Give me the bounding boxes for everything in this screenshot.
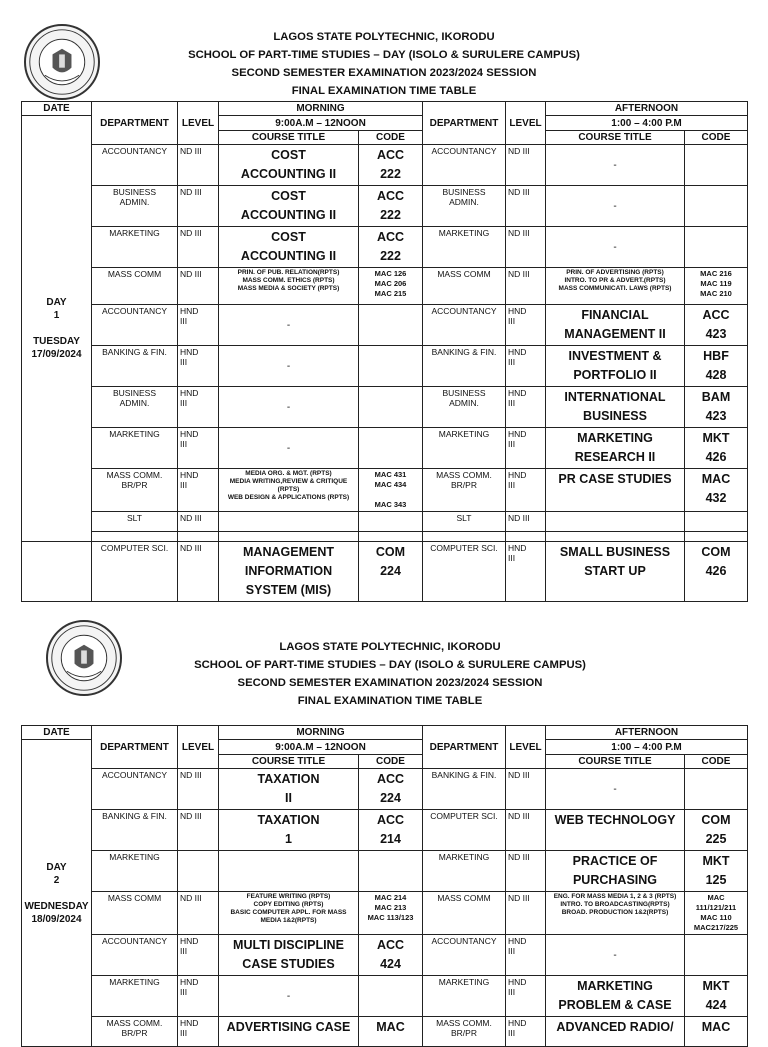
institution-name: LAGOS STATE POLYTECHNIC, IKORODU — [273, 31, 495, 43]
afternoon-course-code — [685, 512, 748, 532]
afternoon-department: MASS COMM — [423, 268, 506, 305]
afternoon-level: ND III — [506, 512, 546, 532]
morning-level: HND III — [178, 346, 219, 387]
morning-level: HND III — [178, 935, 219, 976]
table-row — [22, 186, 748, 227]
afternoon-course-code: MKT 424 — [685, 976, 748, 1017]
morning-course-title: TAXATION II — [219, 769, 359, 810]
morning-department: COMPUTER SCI. — [92, 542, 178, 602]
afternoon-level: HND III — [506, 542, 546, 602]
morning-course-code: MAC 431 MAC 434 MAC 343 — [359, 469, 423, 512]
table-row — [22, 469, 748, 512]
morning-level: ND III — [178, 810, 219, 851]
session-label: SECOND SEMESTER EXAMINATION 2023/2024 SESSION — [237, 677, 543, 689]
table-row — [22, 268, 748, 305]
table-row — [22, 227, 748, 268]
afternoon-course-title: - — [546, 227, 685, 268]
morning-department: MASS COMM — [92, 892, 178, 935]
morning-level: HND III — [178, 469, 219, 512]
morning-level: HND III — [178, 976, 219, 1017]
day-label: DAY 1 TUESDAY 17/09/2024 — [22, 116, 92, 542]
level-header: LEVEL — [178, 102, 219, 145]
morning-department: MARKETING — [92, 227, 178, 268]
department-header: DEPARTMENT — [423, 102, 506, 145]
morning-level: HND III — [178, 1017, 219, 1047]
morning-department: MARKETING — [92, 851, 178, 892]
code-header: CODE — [685, 755, 748, 769]
morning-course-code: ACC 222 — [359, 145, 423, 186]
afternoon-course-code: MAC — [685, 1017, 748, 1047]
afternoon-course-code: BAM 423 — [685, 387, 748, 428]
morning-course-title: TAXATION 1 — [219, 810, 359, 851]
spacer-row — [22, 532, 748, 542]
morning-level: ND III — [178, 542, 219, 602]
morning-level: ND III — [178, 145, 219, 186]
afternoon-header: AFTERNOON — [546, 102, 748, 116]
morning-course-code — [359, 428, 423, 469]
table-row — [22, 346, 748, 387]
afternoon-course-title: MARKETING RESEARCH II — [546, 428, 685, 469]
afternoon-course-title: SMALL BUSINESS START UP — [546, 542, 685, 602]
afternoon-level: HND III — [506, 428, 546, 469]
level-header: LEVEL — [506, 726, 546, 769]
afternoon-department: BANKING & FIN. — [423, 769, 506, 810]
afternoon-level: HND III — [506, 387, 546, 428]
morning-level: ND III — [178, 268, 219, 305]
table-row — [22, 892, 748, 935]
morning-course-code — [359, 976, 423, 1017]
afternoon-level: ND III — [506, 851, 546, 892]
afternoon-course-title: MARKETING PROBLEM & CASE — [546, 976, 685, 1017]
morning-department: MASS COMM. BR/PR — [92, 469, 178, 512]
morning-department: ACCOUNTANCY — [92, 305, 178, 346]
afternoon-course-code: MAC 432 — [685, 469, 748, 512]
morning-department: MARKETING — [92, 428, 178, 469]
code-header: CODE — [685, 131, 748, 145]
afternoon-level: HND III — [506, 305, 546, 346]
morning-department: ACCOUNTANCY — [92, 769, 178, 810]
morning-time: 9:00A.M – 12NOON — [219, 116, 423, 131]
morning-course-title: ADVERTISING CASE — [219, 1017, 359, 1047]
morning-level: HND III — [178, 305, 219, 346]
afternoon-department: MASS COMM. BR/PR — [423, 1017, 506, 1047]
morning-level — [178, 851, 219, 892]
afternoon-level: ND III — [506, 769, 546, 810]
morning-department: MASS COMM. BR/PR — [92, 1017, 178, 1047]
morning-course-code: ACC 222 — [359, 227, 423, 268]
afternoon-course-title: PRIN. OF ADVERTISING (RPTS) INTRO. TO PR & ADVERT.(RPTS) MASS COMMUNICATI. LAWS (RPTS) — [546, 268, 685, 305]
afternoon-department: SLT — [423, 512, 506, 532]
morning-level: HND III — [178, 428, 219, 469]
afternoon-time: 1:00 – 4:00 P.M — [546, 740, 748, 755]
morning-course-title — [219, 851, 359, 892]
morning-department: BUSINESS ADMIN. — [92, 186, 178, 227]
afternoon-course-code: COM 426 — [685, 542, 748, 602]
afternoon-level: ND III — [506, 186, 546, 227]
afternoon-level: ND III — [506, 892, 546, 935]
morning-course-title: FEATURE WRITING (RPTS) COPY EDITING (RPTS) BASIC COMPUTER APPL. FOR MASS MEDIA 1&2(RPTS) — [219, 892, 359, 935]
morning-department: ACCOUNTANCY — [92, 935, 178, 976]
morning-course-title: MULTI DISCIPLINE CASE STUDIES — [219, 935, 359, 976]
table-row — [22, 145, 748, 186]
afternoon-department: BUSINESS ADMIN. — [423, 387, 506, 428]
morning-course-code: ACC 214 — [359, 810, 423, 851]
code-header: CODE — [359, 131, 423, 145]
afternoon-course-code — [685, 186, 748, 227]
morning-course-code: ACC 424 — [359, 935, 423, 976]
afternoon-level: ND III — [506, 227, 546, 268]
afternoon-level: ND III — [506, 268, 546, 305]
morning-header: MORNING — [219, 102, 423, 116]
school-name: SCHOOL OF PART-TIME STUDIES – DAY (ISOLO & SURULERE CAMPUS) — [188, 49, 580, 61]
afternoon-course-title — [546, 512, 685, 532]
afternoon-course-title: WEB TECHNOLOGY — [546, 810, 685, 851]
afternoon-course-code: HBF 428 — [685, 346, 748, 387]
afternoon-course-code — [685, 769, 748, 810]
level-header: LEVEL — [506, 102, 546, 145]
afternoon-course-code: MAC 111/121/211 MAC 110 MAC217/225 — [685, 892, 748, 935]
morning-course-title: MANAGEMENT INFORMATION SYSTEM (MIS) — [219, 542, 359, 602]
afternoon-course-code: ACC 423 — [685, 305, 748, 346]
morning-level: ND III — [178, 892, 219, 935]
afternoon-course-title: - — [546, 186, 685, 227]
header-1 — [0, 0, 768, 100]
afternoon-course-code — [685, 935, 748, 976]
afternoon-course-title: ADVANCED RADIO/ — [546, 1017, 685, 1047]
date-header: DATE — [22, 726, 92, 740]
morning-department: ACCOUNTANCY — [92, 145, 178, 186]
morning-department: MASS COMM — [92, 268, 178, 305]
morning-course-code — [359, 851, 423, 892]
morning-course-code: ACC 224 — [359, 769, 423, 810]
afternoon-level: ND III — [506, 810, 546, 851]
afternoon-department: BUSINESS ADMIN. — [423, 186, 506, 227]
morning-course-title: - — [219, 305, 359, 346]
afternoon-course-title: - — [546, 935, 685, 976]
morning-course-title — [219, 512, 359, 532]
institution-name: LAGOS STATE POLYTECHNIC, IKORODU — [279, 641, 501, 653]
session-label: SECOND SEMESTER EXAMINATION 2023/2024 SESSION — [231, 67, 537, 79]
morning-course-code: MAC 214 MAC 213 MAC 113/123 — [359, 892, 423, 935]
afternoon-level: ND III — [506, 145, 546, 186]
date-header: DATE — [22, 102, 92, 116]
table-row — [22, 542, 748, 602]
morning-level: ND III — [178, 769, 219, 810]
morning-course-code: MAC 126 MAC 206 MAC 215 — [359, 268, 423, 305]
afternoon-course-title: - — [546, 769, 685, 810]
table-row — [22, 851, 748, 892]
morning-course-code — [359, 305, 423, 346]
afternoon-course-title: - — [546, 145, 685, 186]
afternoon-course-code: MAC 216 MAC 119 MAC 210 — [685, 268, 748, 305]
morning-level: ND III — [178, 186, 219, 227]
afternoon-department: MASS COMM — [423, 892, 506, 935]
morning-department: SLT — [92, 512, 178, 532]
afternoon-level: HND III — [506, 346, 546, 387]
afternoon-course-title: FINANCIAL MANAGEMENT II — [546, 305, 685, 346]
afternoon-department: MARKETING — [423, 976, 506, 1017]
morning-course-title: PRIN. OF PUB. RELATION(RPTS) MASS COMM. ETHICS (RPTS) MASS MEDIA & SOCIETY (RPTS) — [219, 268, 359, 305]
morning-department: BANKING & FIN. — [92, 346, 178, 387]
afternoon-course-code — [685, 145, 748, 186]
afternoon-course-title: PR CASE STUDIES — [546, 469, 685, 512]
afternoon-course-title: ENG. FOR MASS MEDIA 1, 2 & 3 (RPTS) INTRO. TO BROADCASTING(RPTS) BROAD. PRODUCTION 1&2(RPTS) — [546, 892, 685, 935]
afternoon-department: COMPUTER SCI. — [423, 810, 506, 851]
afternoon-course-code: MKT 125 — [685, 851, 748, 892]
course-title-header: COURSE TITLE — [546, 131, 685, 145]
header-titles — [12, 638, 768, 710]
afternoon-course-title: PRACTICE OF PURCHASING — [546, 851, 685, 892]
table-row — [22, 810, 748, 851]
afternoon-department: MARKETING — [423, 851, 506, 892]
morning-level: ND III — [178, 227, 219, 268]
morning-course-title: COST ACCOUNTING II — [219, 145, 359, 186]
morning-department: BUSINESS ADMIN. — [92, 387, 178, 428]
morning-level: HND III — [178, 387, 219, 428]
morning-course-code — [359, 387, 423, 428]
afternoon-department: BANKING & FIN. — [423, 346, 506, 387]
morning-course-code — [359, 346, 423, 387]
day-label: DAY 2 WEDNESDAY 18/09/2024 — [22, 740, 92, 1047]
morning-course-title: COST ACCOUNTING II — [219, 227, 359, 268]
afternoon-level: HND III — [506, 1017, 546, 1047]
afternoon-department: MASS COMM. BR/PR — [423, 469, 506, 512]
timetable-day1 — [21, 101, 748, 602]
header-titles — [0, 28, 768, 100]
table-row — [22, 512, 748, 532]
afternoon-department: ACCOUNTANCY — [423, 145, 506, 186]
department-header: DEPARTMENT — [92, 102, 178, 145]
afternoon-department: COMPUTER SCI. — [423, 542, 506, 602]
morning-course-code: COM 224 — [359, 542, 423, 602]
course-title-header: COURSE TITLE — [546, 755, 685, 769]
table-row — [22, 305, 748, 346]
timetable-day2 — [21, 725, 748, 1047]
school-name: SCHOOL OF PART-TIME STUDIES – DAY (ISOLO & SURULERE CAMPUS) — [194, 659, 586, 671]
afternoon-department: ACCOUNTANCY — [423, 935, 506, 976]
afternoon-course-code: MKT 426 — [685, 428, 748, 469]
morning-course-title: - — [219, 976, 359, 1017]
afternoon-department: MARKETING — [423, 428, 506, 469]
table-row — [22, 976, 748, 1017]
morning-time: 9:00A.M – 12NOON — [219, 740, 423, 755]
afternoon-department: ACCOUNTANCY — [423, 305, 506, 346]
document-title: FINAL EXAMINATION TIME TABLE — [297, 695, 483, 707]
department-header: DEPARTMENT — [423, 726, 506, 769]
morning-course-code: MAC — [359, 1017, 423, 1047]
afternoon-level: HND III — [506, 469, 546, 512]
table-row — [22, 428, 748, 469]
afternoon-header: AFTERNOON — [546, 726, 748, 740]
afternoon-course-title: INVESTMENT & PORTFOLIO II — [546, 346, 685, 387]
afternoon-course-title: INTERNATIONAL BUSINESS — [546, 387, 685, 428]
table-row — [22, 1017, 748, 1047]
code-header: CODE — [359, 755, 423, 769]
timetable-page-2 — [0, 610, 768, 1038]
morning-course-code: ACC 222 — [359, 186, 423, 227]
table-row — [22, 769, 748, 810]
table-row — [22, 387, 748, 428]
morning-course-title: MEDIA ORG. & MGT. (RPTS) MEDIA WRITING,REVIEW & CRITIQUE (RPTS) WEB DESIGN & APPLICATIONS (RPTS) — [219, 469, 359, 512]
department-header: DEPARTMENT — [92, 726, 178, 769]
morning-course-title: - — [219, 387, 359, 428]
course-title-header: COURSE TITLE — [219, 131, 359, 145]
level-header: LEVEL — [178, 726, 219, 769]
afternoon-course-code — [685, 227, 748, 268]
document-title: FINAL EXAMINATION TIME TABLE — [291, 85, 477, 97]
morning-level: ND III — [178, 512, 219, 532]
morning-department: BANKING & FIN. — [92, 810, 178, 851]
afternoon-level: HND III — [506, 935, 546, 976]
morning-course-code — [359, 512, 423, 532]
morning-course-title: - — [219, 428, 359, 469]
afternoon-time: 1:00 – 4:00 P.M — [546, 116, 748, 131]
afternoon-course-code: COM 225 — [685, 810, 748, 851]
morning-header: MORNING — [219, 726, 423, 740]
afternoon-level: HND III — [506, 976, 546, 1017]
morning-course-title: - — [219, 346, 359, 387]
course-title-header: COURSE TITLE — [219, 755, 359, 769]
afternoon-department: MARKETING — [423, 227, 506, 268]
morning-department: MARKETING — [92, 976, 178, 1017]
morning-course-title: COST ACCOUNTING II — [219, 186, 359, 227]
table-row — [22, 935, 748, 976]
header-2 — [0, 610, 768, 710]
date-cell-empty — [22, 542, 92, 602]
